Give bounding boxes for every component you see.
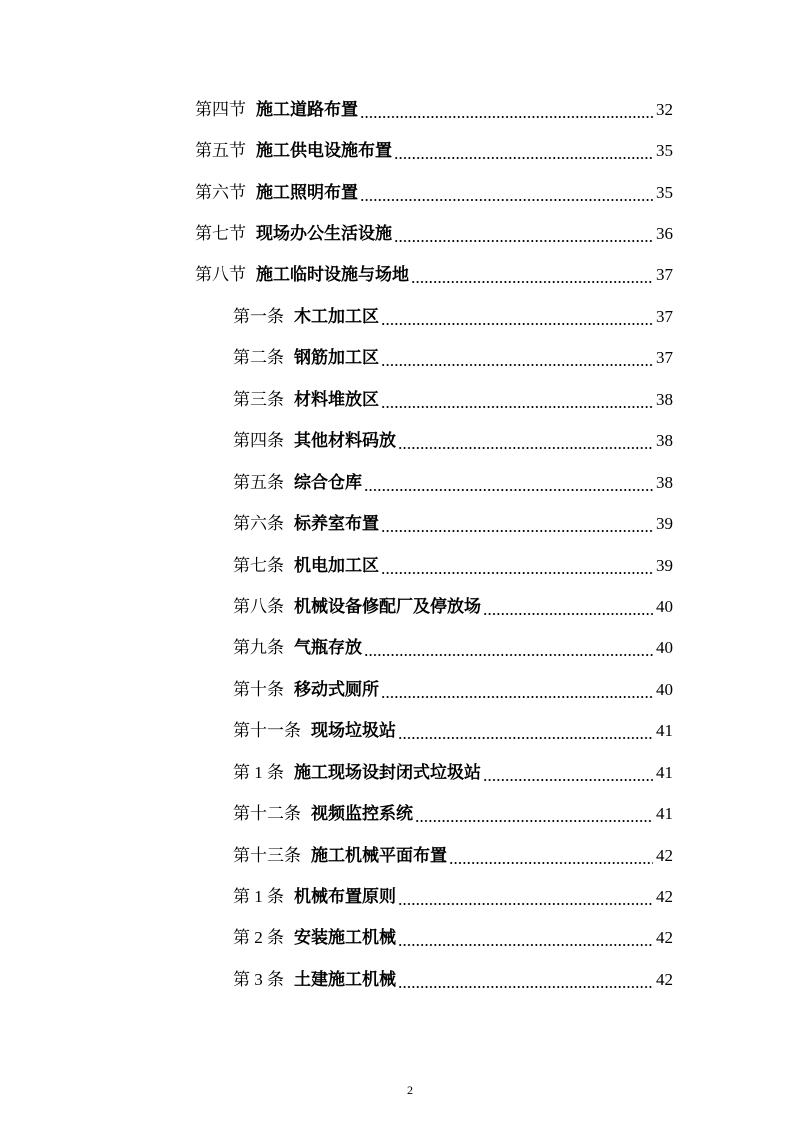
dot-leader <box>483 597 653 617</box>
toc-entry-label: 第十一条 <box>233 721 301 741</box>
toc-entry-title: 视频监控系统 <box>311 804 413 824</box>
toc-entry-label: 第七节 <box>195 224 246 244</box>
toc-entry-label: 第 1 条 <box>233 762 284 782</box>
table-of-contents <box>195 89 673 1001</box>
toc-entry-page: 35 <box>656 182 673 202</box>
toc-entry-label: 第十三条 <box>233 845 301 865</box>
dot-leader <box>415 804 653 824</box>
dot-leader <box>360 100 653 120</box>
toc-subsection-entry <box>233 462 673 503</box>
toc-entry-title: 机电加工区 <box>294 555 379 575</box>
toc-subsection-entry <box>233 835 673 876</box>
toc-section-entry <box>195 130 673 171</box>
toc-subsection-entry <box>233 669 673 710</box>
toc-subsection-entry <box>233 296 673 337</box>
toc-section-entry <box>195 89 673 130</box>
toc-entry-title: 其他材料码放 <box>294 431 396 451</box>
toc-entry-title: 机械设备修配厂及停放场 <box>294 596 481 616</box>
toc-entry-page: 38 <box>656 389 673 409</box>
dot-leader <box>398 928 653 948</box>
toc-entry-label: 第 2 条 <box>233 928 284 948</box>
toc-entry-title: 施工供电设施布置 <box>256 141 392 161</box>
toc-entry-title: 木工加工区 <box>294 306 379 326</box>
toc-entry-label: 第四节 <box>195 99 246 119</box>
dot-leader <box>398 721 653 741</box>
toc-entry-page: 41 <box>656 762 673 782</box>
toc-entry-label: 第十二条 <box>233 804 301 824</box>
toc-entry-label: 第六节 <box>195 182 246 202</box>
toc-entry-page: 38 <box>656 472 673 492</box>
toc-entry-label: 第 1 条 <box>233 887 284 907</box>
dot-leader <box>364 473 653 493</box>
toc-entry-label: 第一条 <box>233 306 284 326</box>
toc-subsection-entry <box>233 959 673 1000</box>
toc-entry-title: 气瓶存放 <box>294 638 362 658</box>
dot-leader <box>381 680 653 700</box>
toc-entry-title: 施工临时设施与场地 <box>256 265 409 285</box>
toc-subsection-entry <box>233 545 673 586</box>
toc-subsection-entry <box>233 918 673 959</box>
toc-entry-label: 第八条 <box>233 596 284 616</box>
toc-subsection-entry <box>233 628 673 669</box>
toc-entry-page: 32 <box>656 99 673 119</box>
toc-entry-page: 38 <box>656 431 673 451</box>
toc-entry-label: 第六条 <box>233 514 284 534</box>
toc-entry-page: 42 <box>656 887 673 907</box>
dot-leader <box>411 265 653 285</box>
toc-section-entry <box>195 213 673 254</box>
toc-entry-page: 40 <box>656 596 673 616</box>
page-number: 2 <box>407 1083 413 1097</box>
toc-entry-page: 37 <box>656 265 673 285</box>
toc-entry-title: 移动式厕所 <box>294 679 379 699</box>
dot-leader <box>394 141 653 161</box>
toc-entry-title: 现场垃圾站 <box>311 721 396 741</box>
toc-entry-page: 36 <box>656 224 673 244</box>
toc-section-entry <box>195 172 673 213</box>
toc-entry-title: 现场办公生活设施 <box>256 224 392 244</box>
dot-leader <box>381 556 653 576</box>
toc-subsection-entry <box>233 503 673 544</box>
toc-entry-page: 41 <box>656 804 673 824</box>
dot-leader <box>360 183 653 203</box>
toc-subsection-entry <box>233 752 673 793</box>
toc-entry-page: 42 <box>656 928 673 948</box>
dot-leader <box>364 638 653 658</box>
toc-section-entry <box>195 255 673 296</box>
toc-subsection-entry <box>233 421 673 462</box>
toc-entry-page: 42 <box>656 969 673 989</box>
toc-entry-label: 第八节 <box>195 265 246 285</box>
dot-leader <box>398 431 653 451</box>
toc-entry-label: 第五条 <box>233 472 284 492</box>
toc-entry-label: 第三条 <box>233 389 284 409</box>
toc-subsection-entry <box>233 793 673 834</box>
dot-leader <box>483 763 653 783</box>
toc-entry-label: 第二条 <box>233 348 284 368</box>
toc-entry-page: 40 <box>656 638 673 658</box>
toc-subsection-entry <box>233 586 673 627</box>
toc-subsection-entry <box>233 876 673 917</box>
toc-entry-label: 第九条 <box>233 638 284 658</box>
toc-subsection-entry <box>233 379 673 420</box>
toc-entry-label: 第 3 条 <box>233 969 284 989</box>
toc-entry-title: 施工现场设封闭式垃圾站 <box>294 762 481 782</box>
toc-entry-page: 37 <box>656 306 673 326</box>
toc-entry-title: 钢筋加工区 <box>294 348 379 368</box>
dot-leader <box>398 970 653 990</box>
toc-entry-title: 施工机械平面布置 <box>311 845 447 865</box>
toc-entry-label: 第十条 <box>233 679 284 699</box>
toc-entry-label: 第七条 <box>233 555 284 575</box>
toc-entry-page: 37 <box>656 348 673 368</box>
toc-entry-page: 39 <box>656 555 673 575</box>
toc-entry-title: 标养室布置 <box>294 514 379 534</box>
dot-leader <box>381 307 653 327</box>
toc-entry-title: 机械布置原则 <box>294 887 396 907</box>
toc-entry-page: 42 <box>656 845 673 865</box>
dot-leader <box>398 887 653 907</box>
toc-entry-page: 39 <box>656 514 673 534</box>
toc-entry-page: 35 <box>656 141 673 161</box>
dot-leader <box>381 348 653 368</box>
dot-leader <box>381 514 653 534</box>
dot-leader <box>394 224 653 244</box>
toc-entry-title: 安装施工机械 <box>294 928 396 948</box>
toc-entry-title: 施工道路布置 <box>256 99 358 119</box>
toc-entry-page: 40 <box>656 679 673 699</box>
toc-entry-title: 土建施工机械 <box>294 969 396 989</box>
toc-entry-title: 材料堆放区 <box>294 389 379 409</box>
dot-leader <box>449 846 653 866</box>
toc-entry-label: 第四条 <box>233 431 284 451</box>
toc-subsection-entry <box>233 711 673 752</box>
toc-entry-title: 施工照明布置 <box>256 182 358 202</box>
dot-leader <box>381 390 653 410</box>
toc-subsection-entry <box>233 338 673 379</box>
toc-entry-label: 第五节 <box>195 141 246 161</box>
toc-entry-page: 41 <box>656 721 673 741</box>
toc-entry-title: 综合仓库 <box>294 472 362 492</box>
